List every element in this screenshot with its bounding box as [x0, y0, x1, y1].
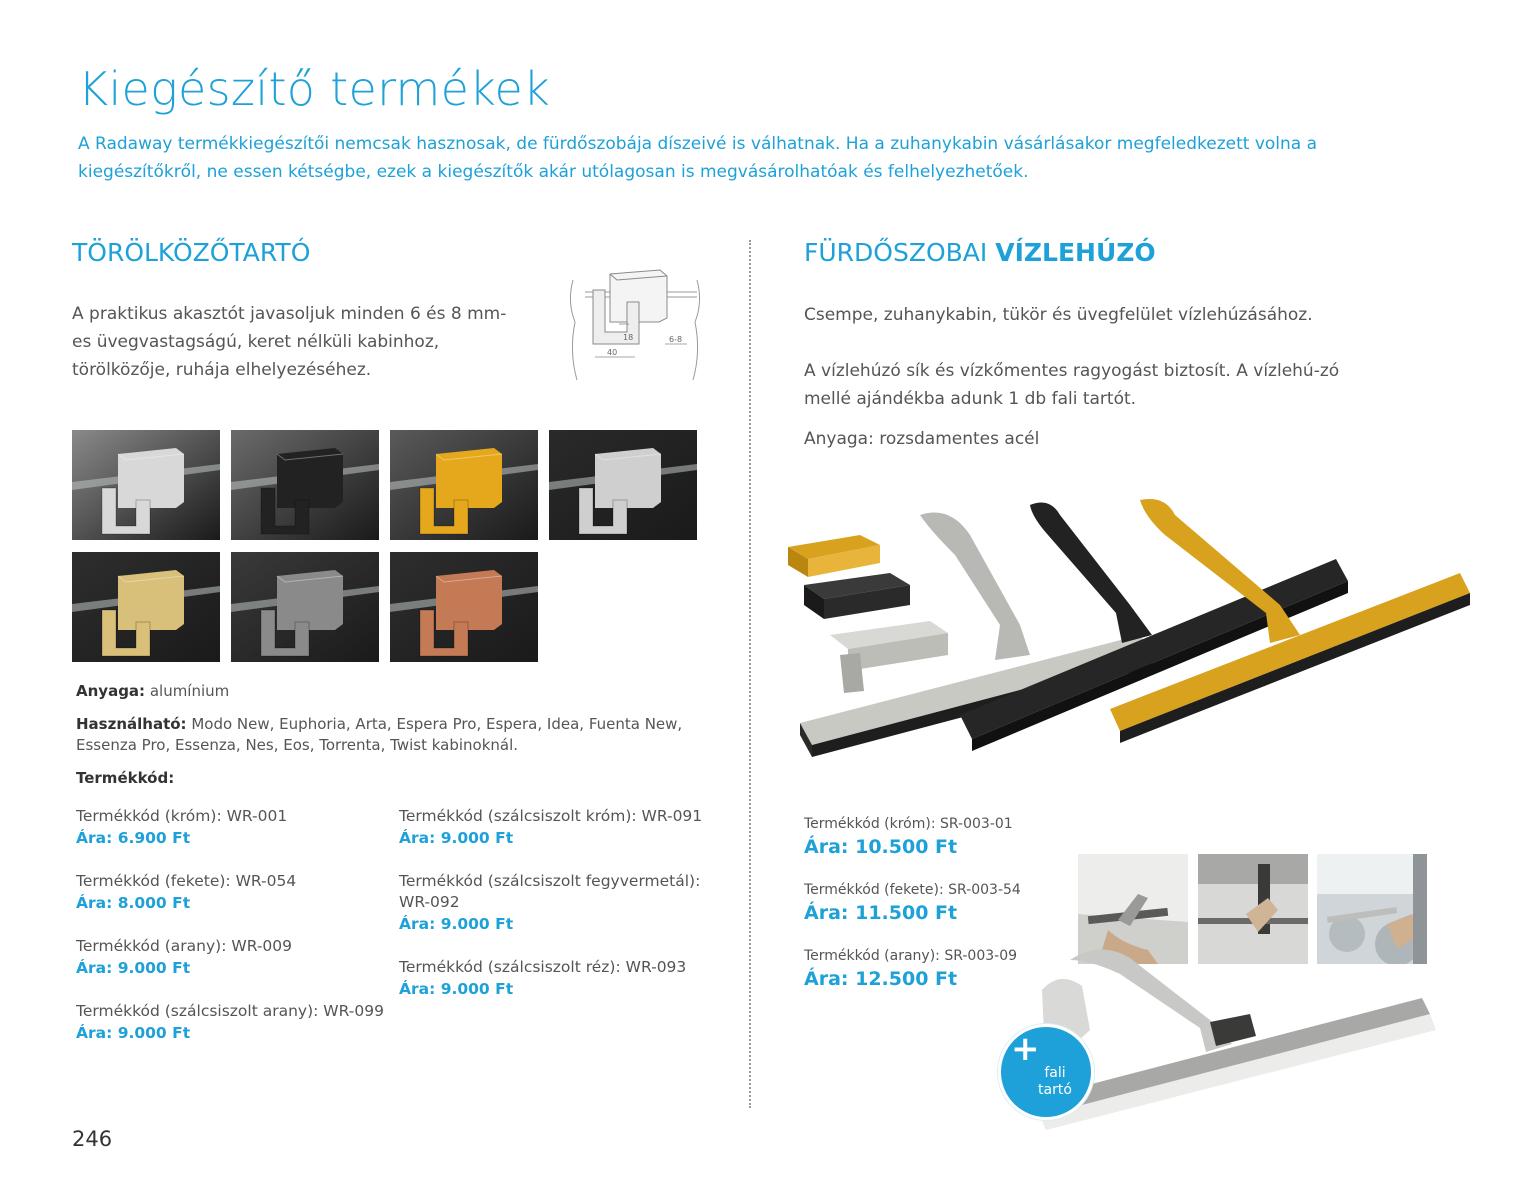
product-code: Termékkód (króm): WR-001 — [76, 807, 288, 825]
technical-diagram — [565, 262, 705, 387]
intro-text: A Radaway termékkiegészítői nemcsak hasznosak, de fürdőszobája díszeivé is válhatnak. Ha a zuhanykabin vásárlásakor megfeledkezett volna a kiegészítőkről, ne essen kétségbe, ezek a kiegészítők akár utólagosan is megvásárolhatóak és felhelyezhetőek. — [78, 134, 1318, 182]
dim-top-text: 18 — [623, 333, 634, 342]
usable-line — [76, 714, 716, 756]
page-number: 246 — [72, 1127, 113, 1151]
product-price: Ára: 9.000 Ft — [399, 980, 514, 998]
product-price: Ára: 9.000 Ft — [399, 829, 514, 847]
badge-label: fali tartó — [1038, 1065, 1072, 1098]
price-item — [76, 1001, 386, 1066]
price-column-1 — [76, 806, 386, 1066]
usable-label: Használható: — [76, 715, 187, 733]
towel-holder-swatch — [72, 552, 220, 662]
column-divider — [749, 240, 751, 1108]
dim-side-text: 6-8 — [669, 335, 683, 344]
wall-holder-chrome-icon — [830, 621, 948, 693]
wall-holder-black-icon — [804, 573, 910, 619]
squeegee-material: Anyaga: rozsdamentes acél — [804, 429, 1040, 449]
price-item — [399, 957, 729, 1022]
towel-holder-swatch — [549, 430, 697, 540]
product-code: Termékkód (szálcsiszolt fegyvermetál): WR-092 — [399, 872, 701, 911]
product-price: Ára: 9.000 Ft — [399, 915, 514, 933]
towel-holder-swatch — [231, 430, 379, 540]
material-label: Anyaga: — [76, 682, 146, 700]
price-item — [76, 806, 386, 871]
product-price: Ára: 12.500 Ft — [804, 968, 958, 990]
product-code: Termékkód (szálcsiszolt króm): WR-091 — [399, 807, 703, 825]
price-column-2 — [399, 806, 729, 1022]
product-price: Ára: 9.000 Ft — [76, 959, 191, 977]
towel-holder-swatch — [72, 430, 220, 540]
product-price: Ára: 10.500 Ft — [804, 836, 958, 858]
squeegee-desc-2: A vízlehúzó sík és vízkőmentes ragyogást biztosít. A vízlehú-zó mellé ajándékba adunk 1 db fali tartót. — [804, 361, 1340, 409]
usable-value: Modo New, Euphoria, Arta, Espera Pro, Espera, Idea, Fuenta New, Essenza Pro, Essenza, Nes, Eos, Torrenta, Twist kabinoknál. — [76, 715, 683, 754]
squeegee-desc-1: Csempe, zuhanykabin, tükör és üvegfelület vízlehúzásához. — [804, 305, 1313, 325]
product-code: Termékkód (szálcsiszolt réz): WR-093 — [399, 958, 687, 976]
squeegee-gold-icon — [1110, 499, 1470, 743]
towel-holder-swatch — [390, 430, 538, 540]
price-item — [804, 814, 1064, 880]
price-item — [76, 936, 386, 1001]
product-price: Ára: 8.000 Ft — [76, 894, 191, 912]
product-price: Ára: 6.900 Ft — [76, 829, 191, 847]
wall-holder-gold-icon — [788, 535, 880, 577]
dim-bottom-text: 40 — [607, 348, 618, 357]
product-code: Termékkód (fekete): WR-054 — [76, 872, 297, 890]
plus-icon: + — [1011, 1029, 1040, 1069]
product-price: Ára: 9.000 Ft — [76, 1024, 191, 1042]
squeegee-product-image — [780, 495, 1480, 785]
product-code: Termékkód (arany): SR-003-09 — [804, 948, 1018, 964]
price-item — [399, 871, 729, 957]
page-title: Kiegészítő termékek — [78, 62, 551, 116]
codes-label: Termékkód: — [76, 769, 175, 787]
product-code: Termékkód (fekete): SR-003-54 — [804, 882, 1021, 898]
towel-holder-swatch — [231, 552, 379, 662]
price-item — [76, 871, 386, 936]
towel-holder-description: A praktikus akasztót javasoljuk minden 6 és 8 mm-es üvegvastagságú, keret nélküli kabinhoz, törölközője, ruhája elhelyezéséhez. — [72, 304, 507, 380]
product-price: Ára: 11.500 Ft — [804, 902, 958, 924]
wall-holder-badge — [998, 1024, 1094, 1120]
material-line — [76, 681, 716, 702]
product-code: Termékkód (króm): SR-003-01 — [804, 816, 1013, 832]
product-code: Termékkód (szálcsiszolt arany): WR-099 — [76, 1002, 384, 1020]
section-title-squeegee: FÜRDŐSZOBAI VÍZLEHÚZÓ — [804, 238, 1156, 267]
product-code: Termékkód (arany): WR-009 — [76, 937, 293, 955]
price-item — [399, 806, 729, 871]
towel-holder-swatch — [390, 552, 538, 662]
material-value: alumínium — [149, 682, 230, 700]
section-title-towel-holder: TÖRÖLKÖZŐTARTÓ — [72, 238, 311, 267]
price-item — [804, 880, 1064, 946]
